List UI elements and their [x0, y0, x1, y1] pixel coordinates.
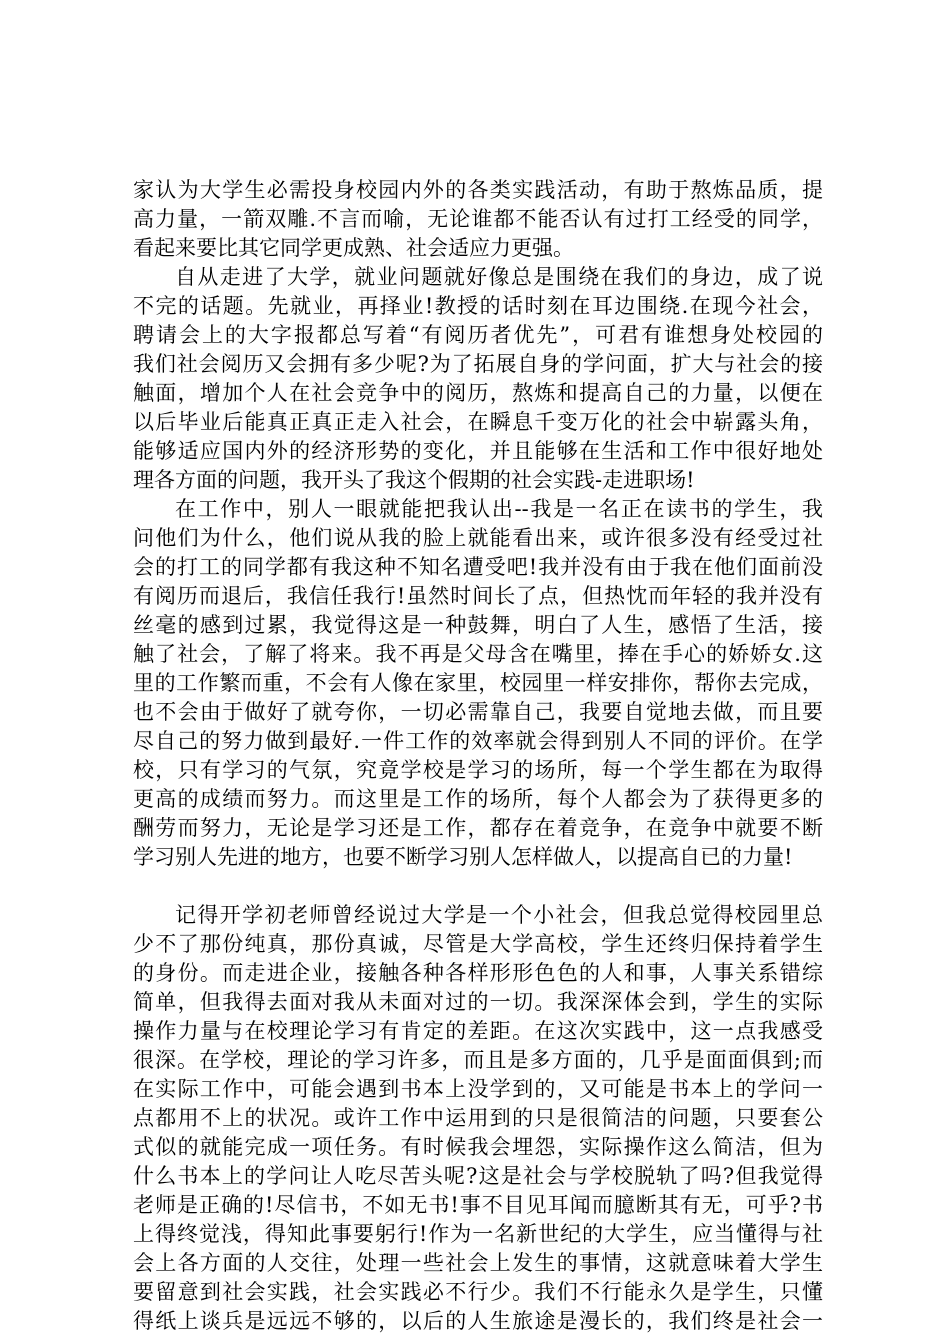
text-line: 我们社会阅历又会拥有多少呢?为了拓展自身的学问面，扩大与社会的接 [133, 352, 823, 376]
paragraph [133, 901, 823, 1336]
text-line: 点都用不上的状况。或许工作中运用到的只是很简洁的问题，只要套公 [133, 1106, 823, 1130]
text-line: 也不会由于做好了就夸你，一切必需靠自己，我要自觉地去做，而且要 [133, 700, 823, 724]
text-line: 会上各方面的人交往，处理一些社会上发生的事情，这就意味着大学生 [133, 1251, 823, 1275]
text-line: 触了社会，了解了将来。我不再是父母含在嘴里，捧在手心的娇娇女.这 [133, 642, 823, 666]
text-line: 老师是正确的!尽信书，不如无书!事不目见耳闻而臆断其有无，可乎?书 [133, 1193, 823, 1217]
paragraph [133, 495, 823, 872]
text-line: 什么书本上的学问让人吃尽苦头呢?这是社会与学校脱轨了吗?但我觉得 [133, 1164, 823, 1188]
text-line: 在工作中，别人一眼就能把我认出--我是一名正在读书的学生，我 [175, 497, 823, 521]
text-line: 校，只有学习的气氛，究竟学校是学习的场所，每一个学生都在为取得 [133, 758, 823, 782]
text-line: 很深。在学校，理论的学习许多，而且是多方面的，几乎是面面俱到;而 [133, 1048, 823, 1072]
text-line: 学习别人先进的地方，也要不断学习别人怎样做人，以提高自已的力量! [133, 845, 793, 869]
text-line: 聘请会上的大字报都总写着“有阅历者优先”，可君有谁想身处校园的 [133, 323, 823, 347]
text-line: 会的打工的同学都有我这种不知名遭受吧!我并没有由于我在他们面前没 [133, 555, 823, 579]
text-line: 操作力量与在校理论学习有肯定的差距。在这次实践中，这一点我感受 [133, 1019, 823, 1043]
text-line: 上得终觉浅，得知此事要躬行!作为一名新世纪的大学生，应当懂得与社 [133, 1222, 823, 1246]
text-line: 不完的话题。先就业，再择业!教授的话时刻在耳边围绕.在现今社会， [133, 294, 823, 318]
text-line: 尽自己的努力做到最好.一件工作的效率就会得到别人不同的评价。在学 [133, 729, 823, 753]
text-line: 能够适应国内外的经济形势的变化，并且能够在生活和工作中很好地处 [133, 439, 823, 463]
paragraph-gap [133, 872, 823, 901]
text-line: 理各方面的问题，我开头了我这个假期的社会实践-走进职场! [133, 468, 695, 492]
text-line: 看起来要比其它同学更成熟、社会适应力更强。 [133, 236, 574, 260]
text-line: 的身份。而走进企业，接触各种各样形形色色的人和事，人事关系错综 [133, 961, 823, 985]
text-line: 记得开学初老师曾经说过大学是一个小社会，但我总觉得校园里总 [175, 903, 823, 927]
text-line: 更高的成绩而努力。而这里是工作的场所，每个人都会为了获得更多的 [133, 787, 823, 811]
text-line: 丝毫的感到过累，我觉得这是一种鼓舞，明白了人生，感悟了生活，接 [133, 613, 823, 637]
paragraph [133, 176, 823, 263]
text-line: 式似的就能完成一项任务。有时候我会埋怨，实际操作这么简洁，但为 [133, 1135, 823, 1159]
text-line: 少不了那份纯真，那份真诚，尽管是大学高校，学生还终归保持着学生 [133, 932, 823, 956]
document-body [133, 176, 823, 1336]
text-line: 得纸上谈兵是远远不够的，以后的人生旅途是漫长的，我们终是社会一 [133, 1309, 823, 1333]
paragraph [133, 263, 823, 495]
text-line: 家认为大学生必需投身校园内外的各类实践活动，有助于熬炼品质，提 [133, 178, 823, 202]
text-line: 里的工作繁而重，不会有人像在家里，校园里一样安排你，帮你去完成， [133, 671, 823, 695]
text-line: 问他们为什么，他们说从我的脸上就能看出来，或许很多没有经受过社 [133, 526, 823, 550]
text-line: 触面，增加个人在社会竞争中的阅历，熬炼和提高自己的力量，以便在 [133, 381, 823, 405]
text-line: 要留意到社会实践，社会实践必不行少。我们不行能永久是学生，只懂 [133, 1280, 823, 1304]
text-line: 以后毕业后能真正真正走入社会，在瞬息千变万化的社会中崭露头角， [133, 410, 823, 434]
text-line: 高力量，一箭双雕.不言而喻，无论谁都不能否认有过打工经受的同学， [133, 207, 823, 231]
text-line: 在实际工作中，可能会遇到书本上没学到的，又可能是书本上的学问一 [133, 1077, 823, 1101]
text-line: 有阅历而退后，我信任我行!虽然时间长了点，但热忱而年轻的我并没有 [133, 584, 823, 608]
text-line: 简单，但我得去面对我从未面对过的一切。我深深体会到，学生的实际 [133, 990, 823, 1014]
text-line: 自从走进了大学，就业问题就好像总是围绕在我们的身边，成了说 [175, 265, 823, 289]
text-line: 酬劳而努力，无论是学习还是工作，都存在着竞争，在竞争中就要不断 [133, 816, 823, 840]
